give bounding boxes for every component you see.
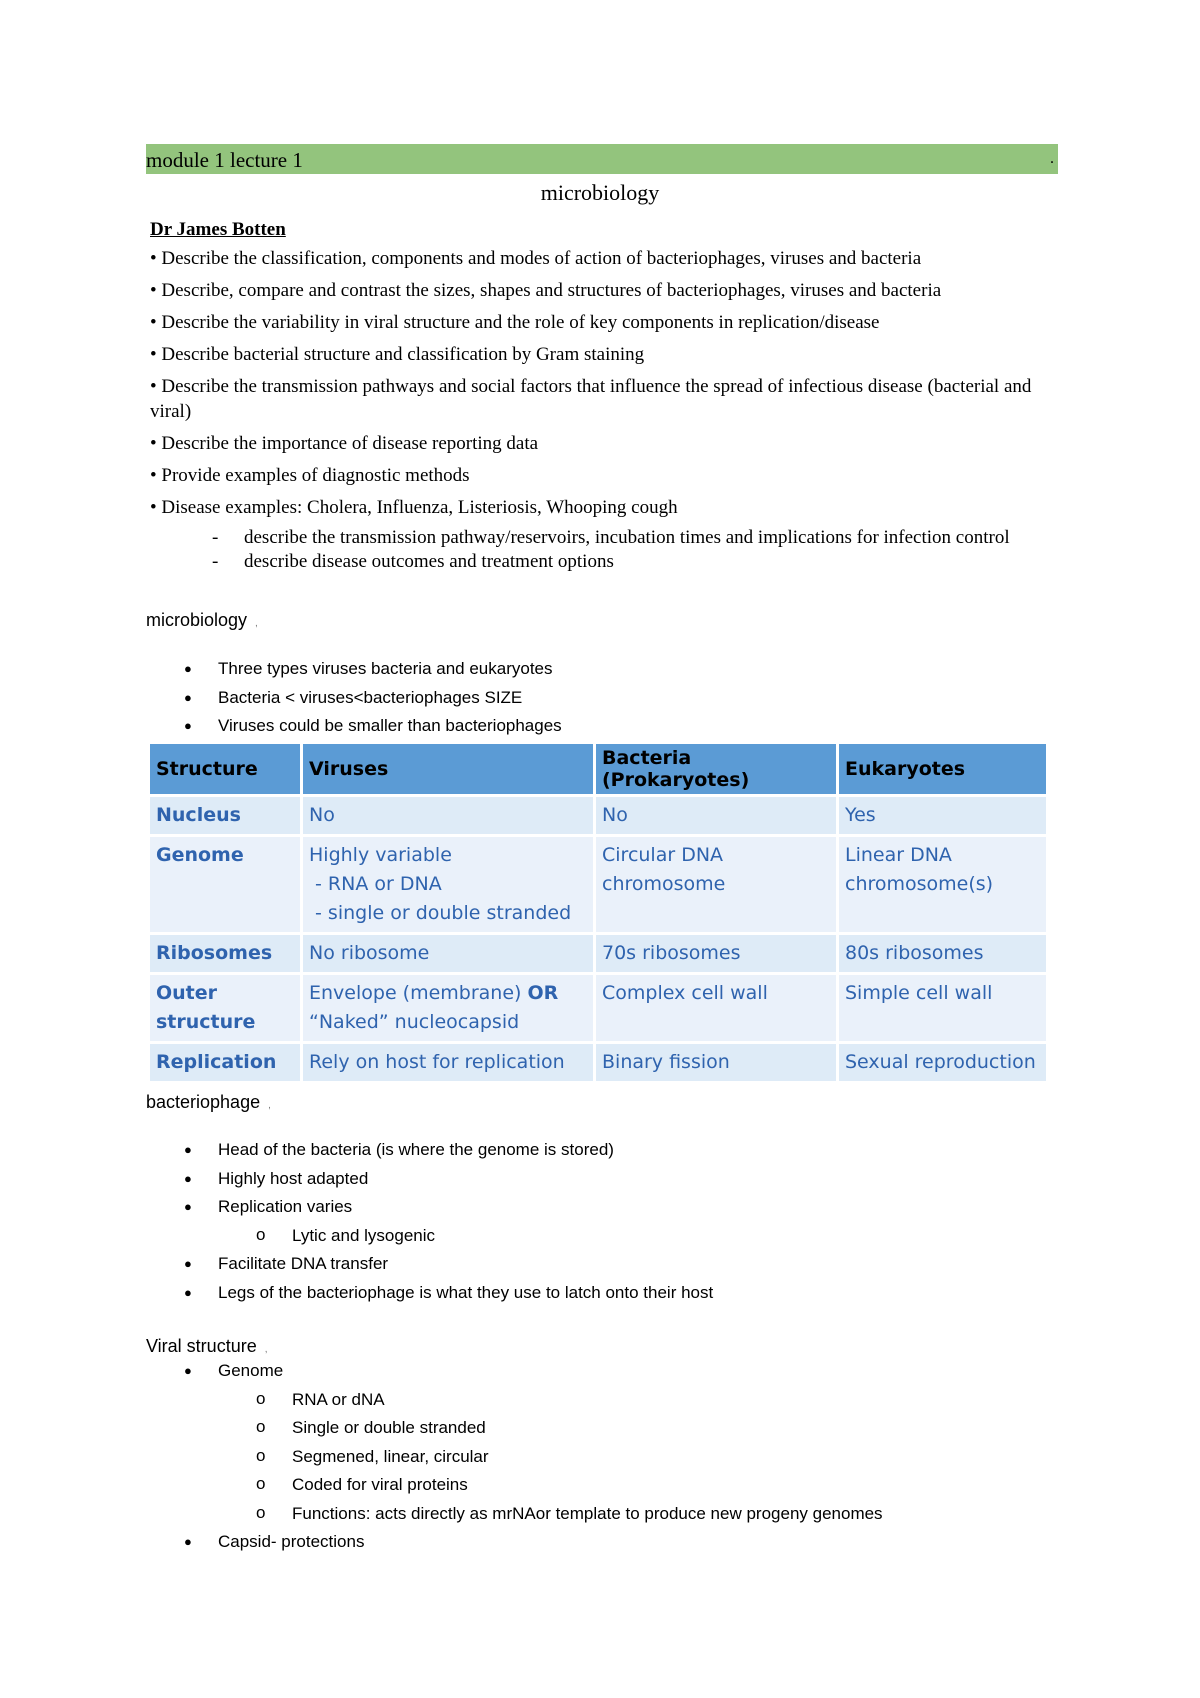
microbiology-bullets	[184, 655, 562, 741]
cell-line: - single or double stranded	[309, 902, 572, 924]
sub-bullet-item: o RNA or dNA	[184, 1386, 883, 1415]
table-header-cell: Structure	[150, 744, 300, 794]
microbiology-heading-text: microbiology	[146, 610, 248, 630]
objective-item: • Describe the variability in viral structure and the role of key components in replication/disease	[150, 312, 880, 333]
bullet-item: ● Genome	[184, 1357, 883, 1386]
cell-line: Circular DNA	[602, 844, 724, 866]
objective-item: • Describe the importance of disease reporting data	[150, 433, 539, 454]
table-cell	[303, 837, 593, 932]
sub-bullet-item: o Functions: acts directly as mrNAor template to produce new progeny genomes	[184, 1500, 883, 1529]
microbiology-heading	[146, 610, 258, 631]
table-header-cell: Viruses	[303, 744, 593, 794]
header-dot: .	[1050, 150, 1054, 167]
structure-comparison-table	[147, 741, 1049, 1084]
table-cell: Rely on host for replication	[303, 1044, 593, 1081]
row-label: Ribosomes	[150, 935, 300, 972]
bacteriophage-bullets	[184, 1136, 713, 1307]
module-header-bar	[146, 144, 1058, 174]
row-label: Genome	[150, 837, 300, 932]
bullet-item: ● Facilitate DNA transfer	[184, 1250, 713, 1279]
table-cell	[839, 837, 1046, 932]
table-row	[150, 797, 1046, 834]
cell-line: “Naked” nucleocapsid	[309, 1011, 520, 1033]
table-cell: Simple cell wall	[839, 975, 1046, 1041]
sub-objective-item: - describe the transmission pathway/reservoirs, incubation times and implications for infection control	[212, 526, 1052, 550]
table-cell: No	[596, 797, 836, 834]
objective-item: • Provide examples of diagnostic methods	[150, 465, 470, 486]
objective-item: • Disease examples: Cholera, Influenza, Listeriosis, Whooping cough	[150, 497, 678, 518]
cell-line: Outer	[156, 982, 218, 1004]
viral-structure-heading-text: Viral structure	[146, 1336, 257, 1356]
bullet-item: ● Capsid- protections	[184, 1528, 883, 1557]
table-cell: Complex cell wall	[596, 975, 836, 1041]
table-header-cell: Bacteria (Prokaryotes)	[596, 744, 836, 794]
row-label	[150, 975, 300, 1041]
table-row	[150, 935, 1046, 972]
cell-emphasis: OR	[527, 982, 559, 1004]
objective-item: • Describe bacterial structure and classification by Gram staining	[150, 344, 645, 365]
viral-structure-heading	[146, 1336, 268, 1357]
module-header-title: module 1 lecture 1	[146, 148, 303, 172]
table-cell: Yes	[839, 797, 1046, 834]
table-cell: 80s ribosomes	[839, 935, 1046, 972]
bullet-item: ● Bacteria < viruses<bacteriophages SIZE	[184, 684, 562, 713]
bullet-item: ● Highly host adapted	[184, 1165, 713, 1194]
table-header-row	[150, 744, 1046, 794]
cell-line	[309, 979, 587, 1008]
heading-tick: ,	[264, 1344, 268, 1355]
bacteriophage-heading	[146, 1092, 271, 1113]
bullet-item: ● Three types viruses bacteria and eukaryotes	[184, 655, 562, 684]
sub-objective-item: - describe disease outcomes and treatment options	[212, 550, 1052, 574]
table-cell: Binary fission	[596, 1044, 836, 1081]
sub-bullet-item: o Coded for viral proteins	[184, 1471, 883, 1500]
sub-bullet-item: o Segmened, linear, circular	[184, 1443, 883, 1472]
cell-line: - RNA or DNA	[309, 873, 442, 895]
cell-line: Highly variable	[309, 844, 452, 866]
heading-tick: ,	[268, 1100, 271, 1111]
cell-line: chromosome(s)	[845, 873, 994, 895]
table-cell: No	[303, 797, 593, 834]
heading-tick: ,	[255, 618, 258, 629]
author-name: Dr James Botten	[150, 219, 286, 240]
table-cell	[303, 975, 593, 1041]
bullet-item: ● Viruses could be smaller than bacteriophages	[184, 712, 562, 741]
row-label: Nucleus	[150, 797, 300, 834]
table-cell: No ribosome	[303, 935, 593, 972]
table-cell: Sexual reproduction	[839, 1044, 1046, 1081]
table-header-cell: Eukaryotes	[839, 744, 1046, 794]
objective-item: • Describe the classification, components and modes of action of bacteriophages, viruses and bacteria	[150, 248, 922, 269]
sub-bullet-item: o Single or double stranded	[184, 1414, 883, 1443]
table-row	[150, 837, 1046, 932]
table-cell: 70s ribosomes	[596, 935, 836, 972]
objective-item: • Describe, compare and contrast the sizes, shapes and structures of bacteriophages, viruses and bacteria	[150, 280, 942, 301]
bullet-item: ● Head of the bacteria (is where the genome is stored)	[184, 1136, 713, 1165]
cell-line: chromosome	[602, 873, 726, 895]
learning-objectives	[150, 246, 1050, 527]
objective-item: • Describe the transmission pathways and social factors that influence the spread of infectious disease (bacterial and viral)	[150, 376, 1032, 422]
disease-sub-objectives	[212, 526, 1052, 574]
bacteriophage-heading-text: bacteriophage	[146, 1092, 261, 1112]
cell-line: Linear DNA	[845, 844, 952, 866]
table-row	[150, 975, 1046, 1041]
bullet-item: ● Legs of the bacteriophage is what they use to latch onto their host	[184, 1279, 713, 1308]
table-row	[150, 1044, 1046, 1081]
viral-structure-bullets	[184, 1357, 883, 1557]
cell-line: structure	[156, 1011, 256, 1033]
document-title: microbiology	[540, 180, 660, 205]
bullet-item: ● Replication varies	[184, 1193, 713, 1222]
row-label: Replication	[150, 1044, 300, 1081]
sub-bullet-item: o Lytic and lysogenic	[184, 1222, 713, 1251]
table-cell	[596, 837, 836, 932]
cell-text: Envelope (membrane)	[309, 982, 528, 1004]
